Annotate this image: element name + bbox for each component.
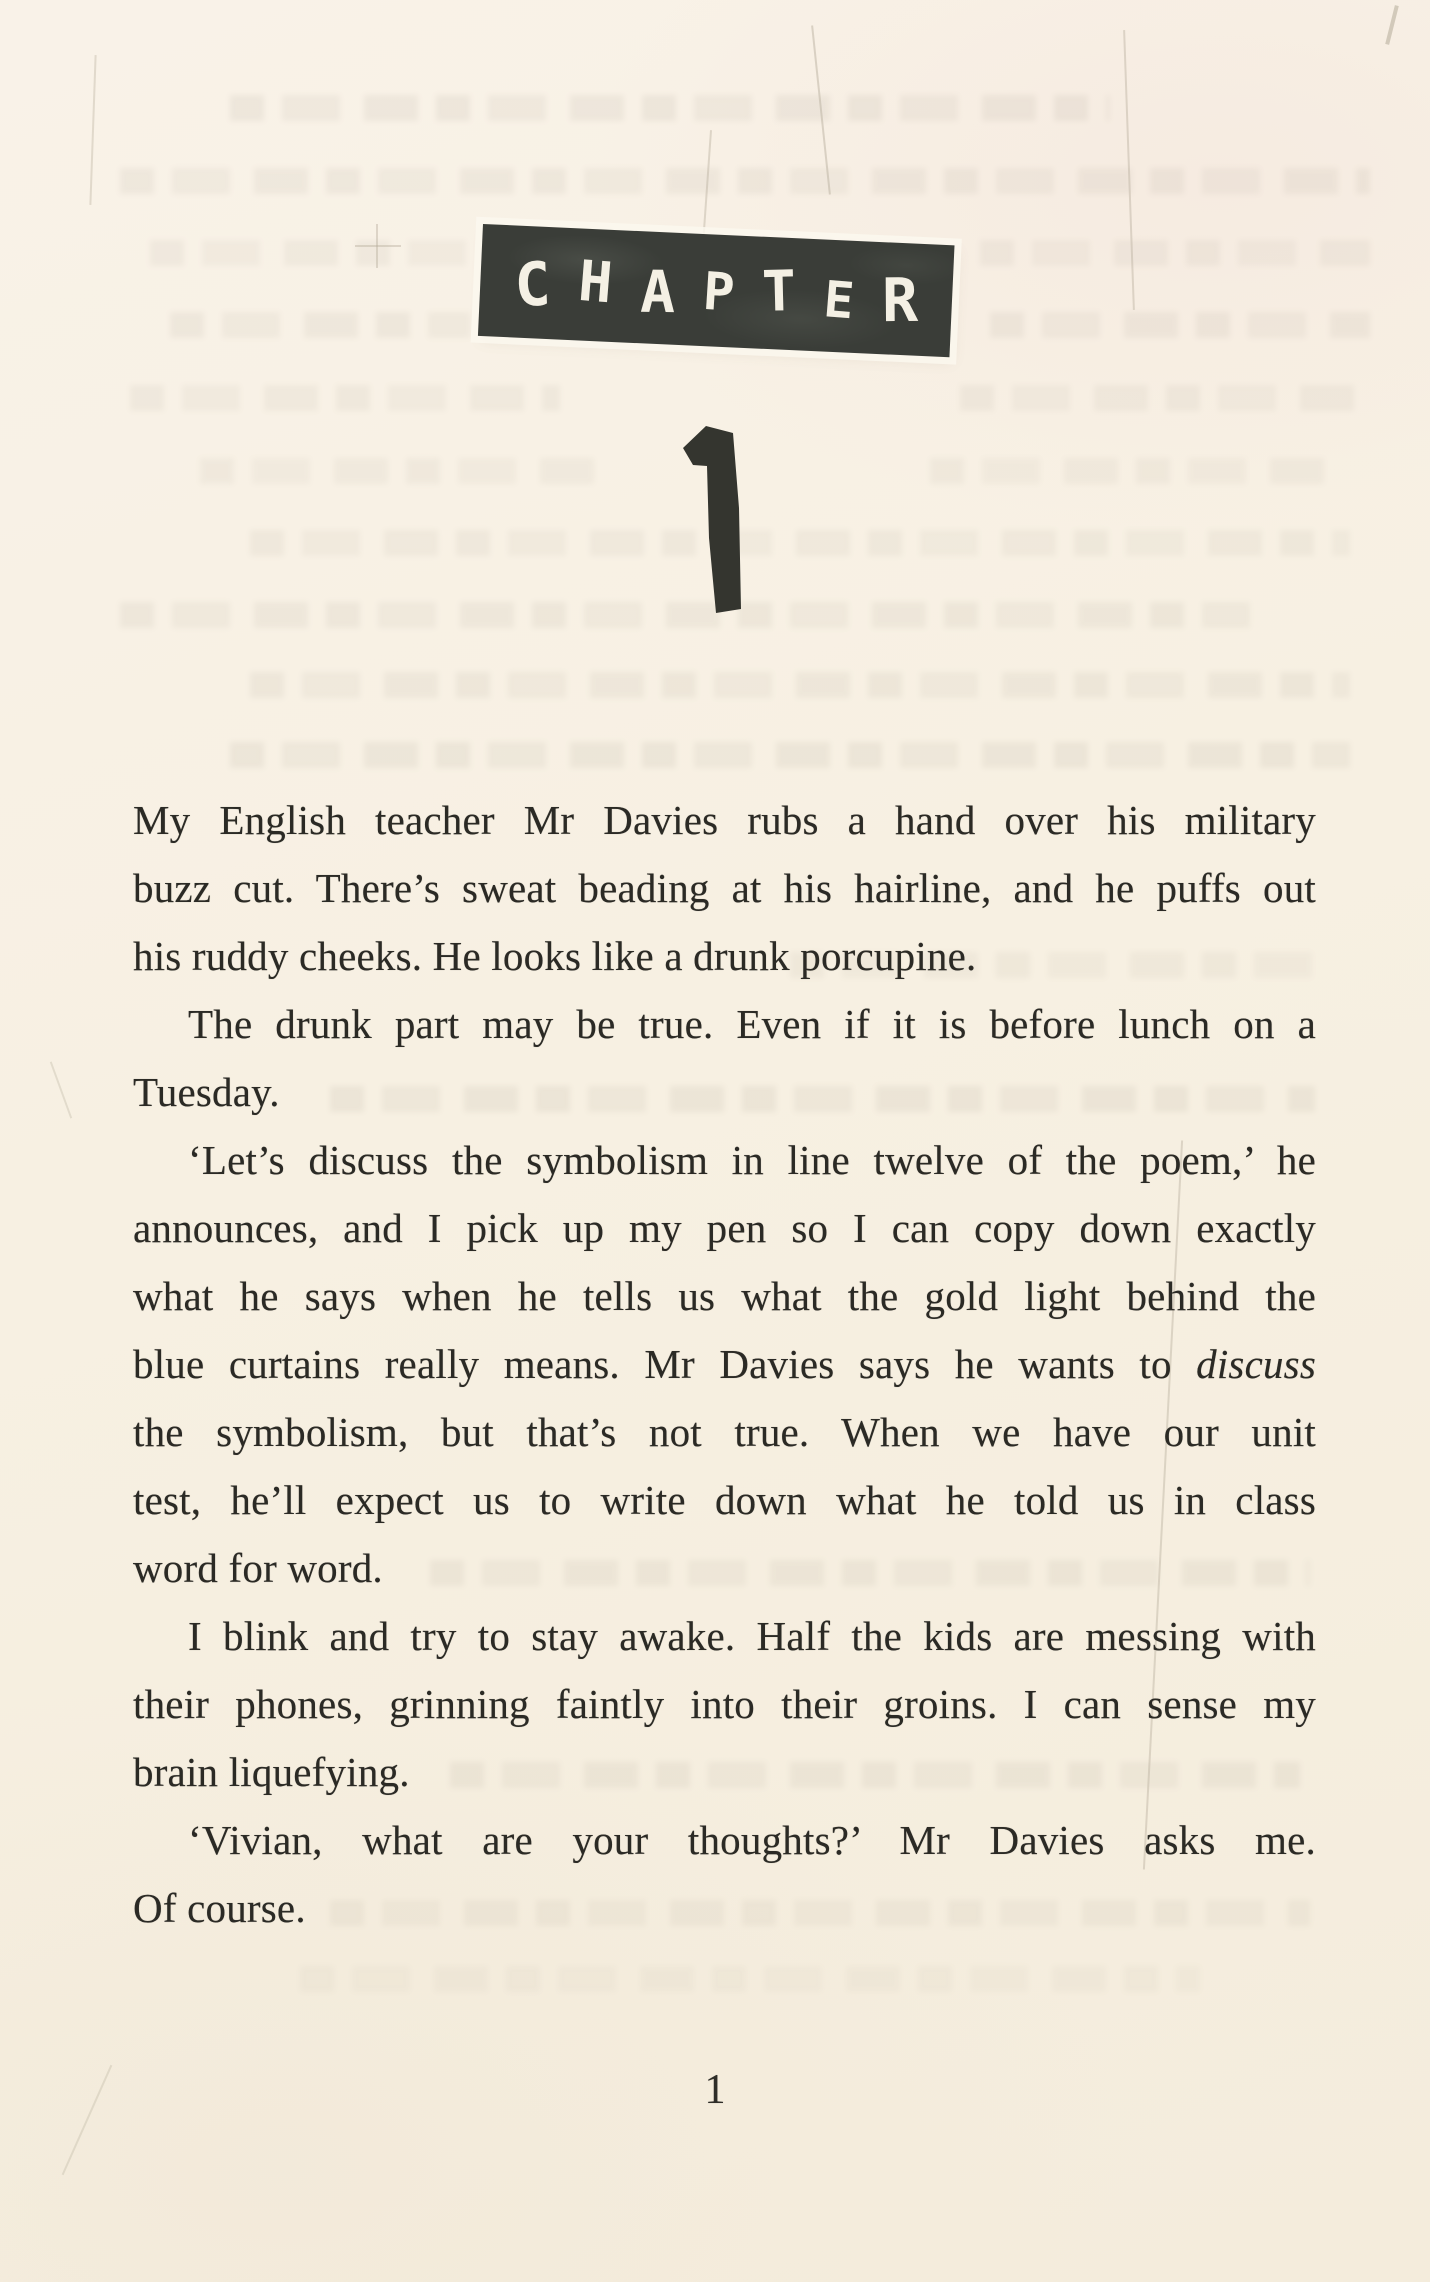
text-line (133, 1466, 1316, 1534)
chapter-banner-label (478, 224, 955, 357)
text-segment: announces, and I pick up my pen so I can copy down exactly (133, 1205, 1316, 1251)
text-segment: word for word. (133, 1545, 383, 1591)
text-segment: I blink and try to stay awake. Half the kids are messing with (188, 1613, 1316, 1659)
text-segment: the symbolism, but that’s not true. When we have our unit (133, 1409, 1316, 1455)
text-line (133, 1194, 1316, 1262)
text-segment: Of course. (133, 1885, 306, 1931)
chapter-banner-letter: H (576, 248, 615, 316)
text-segment: test, he’ll expect us to write down what he told us in class (133, 1477, 1316, 1523)
chapter-banner-letter: T (761, 258, 797, 325)
chapter-banner-letter: A (639, 257, 676, 327)
text-segment: brain liquefying. (133, 1749, 410, 1795)
text-segment: blue curtains really means. Mr Davies says he wants to (133, 1341, 1197, 1387)
text-line (133, 922, 1316, 990)
ghost-text-row (150, 240, 470, 266)
paper-crease (1385, 5, 1399, 45)
text-segment: what he says when he tells us what the gold light behind the (133, 1273, 1316, 1319)
paper-crease (50, 1061, 72, 1118)
chapter-banner-letter: E (821, 270, 856, 331)
ghost-text-row (990, 312, 1370, 338)
text-segment: discuss (1196, 1341, 1316, 1387)
ghost-text-row (250, 672, 1350, 698)
ghost-text-row (980, 240, 1370, 266)
chapter-banner-letter: R (881, 265, 919, 337)
text-line (133, 1330, 1316, 1398)
ghost-text-row (230, 742, 1350, 768)
chapter-banner (478, 224, 955, 357)
text-segment: his ruddy cheeks. He looks like a drunk porcupine. (133, 933, 977, 979)
text-segment: ‘Let’s discuss the symbolism in line twelve of the poem,’ he (188, 1137, 1316, 1183)
text-line (133, 1670, 1316, 1738)
text-line (133, 786, 1316, 854)
pencil-mark (376, 224, 378, 268)
text-line (133, 1806, 1316, 1874)
chapter-number (676, 418, 748, 618)
text-line (133, 1058, 1316, 1126)
text-segment: Tuesday. (133, 1069, 280, 1115)
ghost-text-row (300, 1966, 1200, 1992)
chapter-banner-letter: P (700, 261, 736, 324)
text-line (133, 1262, 1316, 1330)
text-line (133, 1126, 1316, 1194)
text-line (133, 1874, 1316, 1942)
pencil-mark (355, 245, 401, 247)
text-line (133, 1738, 1316, 1806)
ghost-text-row (130, 385, 560, 411)
ghost-text-row (170, 312, 470, 338)
text-line (133, 854, 1316, 922)
ghost-text-row (200, 458, 600, 484)
ghost-text-row (120, 168, 1370, 194)
text-line (133, 990, 1316, 1058)
text-segment: My English teacher Mr Davies rubs a hand over his military (133, 797, 1316, 843)
ghost-text-row (230, 95, 1110, 121)
body-text (133, 786, 1316, 1942)
text-segment: their phones, grinning faintly into their groins. I can sense my (133, 1681, 1316, 1727)
text-line (133, 1398, 1316, 1466)
text-line (133, 1602, 1316, 1670)
ghost-text-row (930, 458, 1340, 484)
paper-crease (89, 55, 96, 205)
text-segment: buzz cut. There’s sweat beading at his hairline, and he puffs out (133, 865, 1316, 911)
text-segment: ‘Vivian, what are your thoughts?’ Mr Davies asks me. (188, 1817, 1316, 1863)
text-line (133, 1534, 1316, 1602)
page-number: 1 (704, 2067, 726, 2113)
ghost-text-row (250, 530, 1350, 556)
ghost-text-row (960, 385, 1360, 411)
chapter-banner-letter: C (513, 249, 553, 322)
text-segment: The drunk part may be true. Even if it is before lunch on a (188, 1001, 1316, 1047)
chapter-number-glyph (676, 418, 748, 618)
